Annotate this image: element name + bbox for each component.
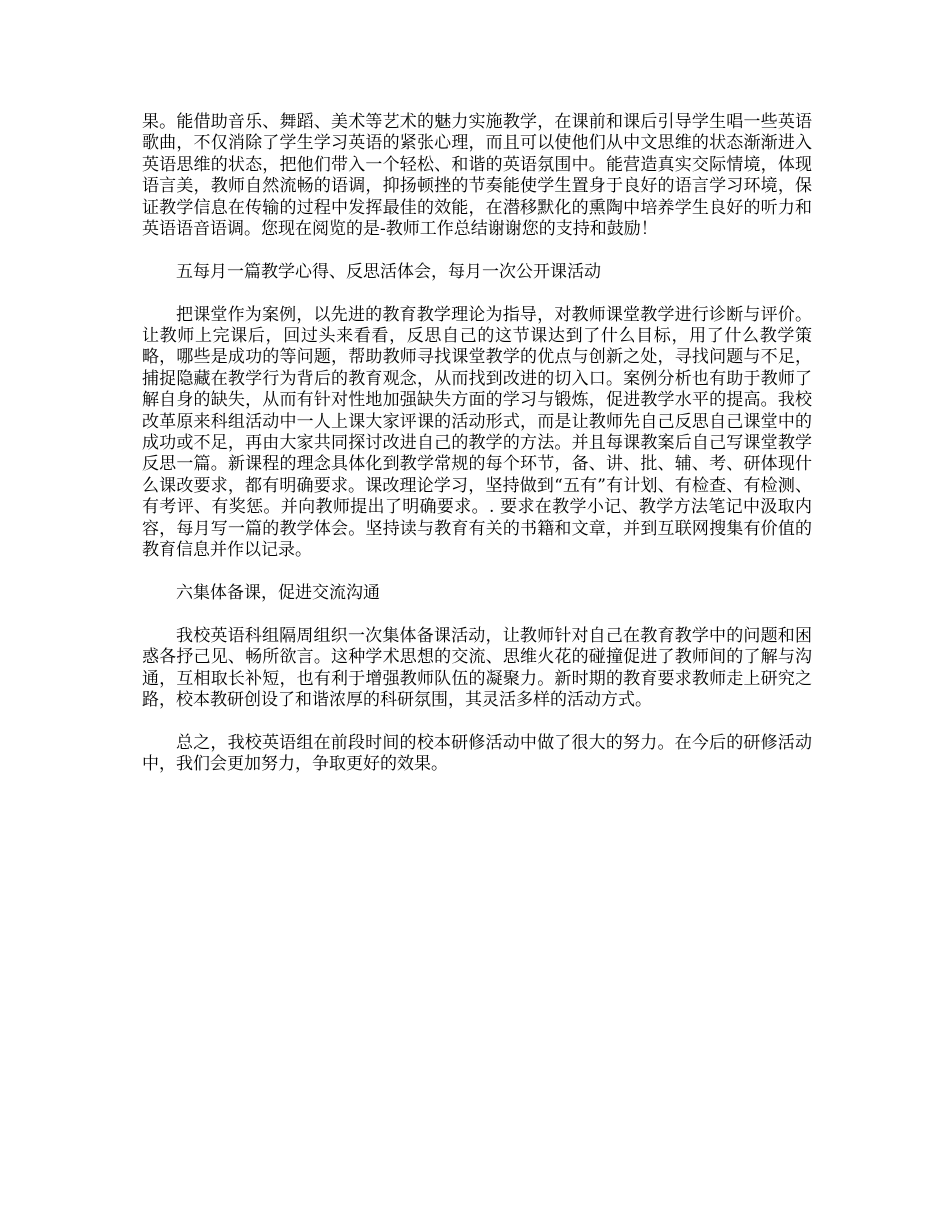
paragraph-collective-lesson: 我校英语科组隔周组织一次集体备课活动，让教师针对自己在教育教学中的问题和困惑各抒己见、畅所欲言。这种学术思想的交流、思维火花的碰撞促进了教师间的了解与沟通，互相取长补短，也有利于增强教师队伍的凝聚力。新时期的教育要求教师走上研究之路，校本教研创设了和谐浓厚的科研氛围，其灵活多样的活动方式。 [142,625,812,710]
paragraph-intro: 果。能借助音乐、舞蹈、美术等艺术的魅力实施教学，在课前和课后引导学生唱一些英语歌曲，不仅消除了学生学习英语的紧张心理，而且可以使他们从中文思维的状态渐渐进入英语思维的状态，把他们带入一个轻松、和谐的英语氛围中。能营造真实交际情境，体现语言美，教师自然流畅的语调，抑扬顿挫的节奏能使学生置身于良好的语言学习环境，保证教学信息在传输的过程中发挥最佳的效能，在潜移默化的熏陶中培养学生良好的听力和英语语音语调。您现在阅览的是-教师工作总结谢谢您的支持和鼓励！ [142,112,812,240]
section-heading-5: 五每月一篇教学心得、反思活体会，每月一次公开课活动 [176,261,601,282]
paragraph-case-study: 把课堂作为案例，以先进的教育教学理论为指导，对教师课堂教学进行诊断与评价。让教师上完课后，回过头来看看，反思自己的这节课达到了什么目标，用了什么教学策略，哪些是成功的等问题，帮助教师寻找课堂教学的优点与创新之处，寻找问题与不足，捕捉隐藏在教学行为背后的教育观念，从而找到改进的切入口。案例分析也有助于教师了解自身的缺失，从而有针对性地加强缺失方面的学习与锻炼，促进教学水平的提高。我校改革原来科组活动中一人上课大家评课的活动形式，而是让教师先自己反思自己课堂中的成功或不足，再由大家共同探讨改进自己的教学的方法。并且每课教案后自己写课堂教学反思一篇。新课程的理念具体化到教学常规的每个环节，备、讲、批、辅、考、研体现什么课改要求，都有明确要求。课改理论学习，坚持做到“五有”有计划、有检查、有检测、有考评、有奖惩。并向教师提出了明确要求。. 要求在教学小记、教学方法笔记中汲取内容，每月写一篇的教学体会。坚持读与教育有关的书籍和文章，并到互联网搜集有价值的教育信息并作以记录。 [142,304,812,561]
paragraph-conclusion: 总之，我校英语组在前段时间的校本研修活动中做了很大的努力。在今后的研修活动中，我们会更加努力，争取更好的效果。 [142,732,812,775]
document-page [142,112,812,797]
section-heading-6: 六集体备课，促进交流沟通 [176,582,380,603]
